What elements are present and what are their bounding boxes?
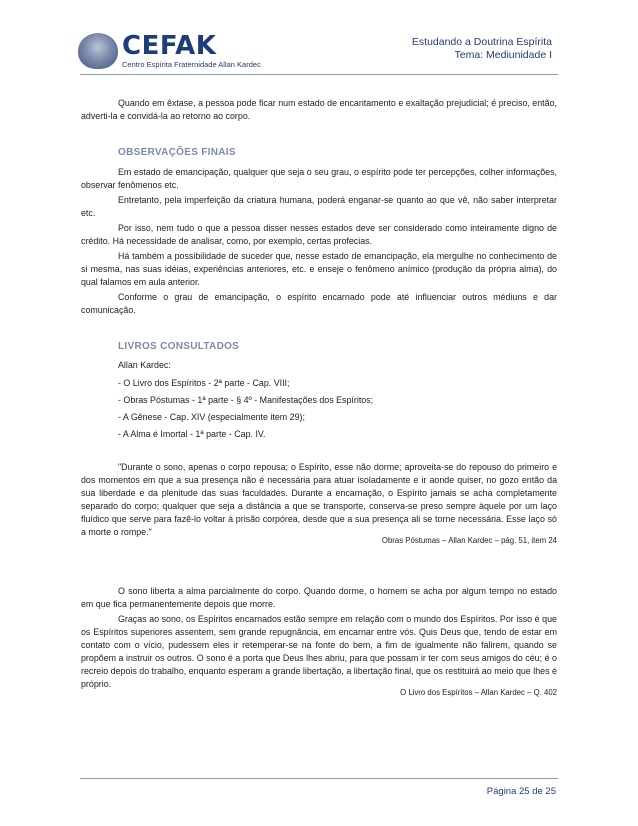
obs-paragraph-4: Há também a possibilidade de suceder que, nesse estado de emancipação, ela mergulhe no conhecimento de si mesma, nas suas idéias, experiências anteriores, etc. e enseje o fenômeno anímico (produção da própria alma), do qual falamos em aula anterior. <box>81 251 557 287</box>
intro-paragraph: Quando em êxtase, a pessoa pode ficar num estado de encantamento e exaltação prejudicial; é preciso, então, adverti-la e convidá-la ao retorno ao corpo. <box>81 98 557 121</box>
obs-paragraph-5: Conforme o grau de emancipação, o espírito encarnado pode até influenciar outros médiuns e dar comunicação. <box>81 292 557 315</box>
livro-item-4: - A Alma é Imortal - 1ª parte - Cap. IV. <box>118 429 266 439</box>
logo-portrait-icon <box>78 33 118 69</box>
obs-paragraph-2: Entretanto, pela imperfeição da criatura humana, poderá enganar-se quanto ao que vê, não saber interpretar etc. <box>81 195 557 218</box>
footer-rule <box>80 778 558 779</box>
logo-text: CEFAK <box>122 31 217 61</box>
obs-paragraph-1: Em estado de emancipação, qualquer que seja o seu grau, o espírito pode ter percepções, colher informações, observar fenômenos etc. <box>81 167 557 190</box>
livro-item-2: - Obras Póstumas - 1ª parte - § 4º - Manifestações dos Espíritos; <box>118 395 374 405</box>
quote-livro-espiritos-source: O Livro dos Espíritos – Allan Kardec – Q. 402 <box>400 688 557 697</box>
logo-subtitle: Centro Espírita Fraternidade Allan Kardec <box>122 60 261 69</box>
section-heading-livros: LIVROS CONSULTADOS <box>118 341 240 352</box>
quote-livro-espiritos-p1: O sono liberta a alma parcialmente do corpo. Quando dorme, o homem se acha por algum tempo no estado em que fica permanentemente depois que morre. <box>81 586 557 609</box>
header-line-2: Tema: Mediunidade I <box>454 49 552 61</box>
header-line-1: Estudando a Doutrina Espírita <box>411 36 552 48</box>
section-heading-observacoes: OBSERVAÇÕES FINAIS <box>118 147 236 158</box>
livros-author: Allan Kardec: <box>118 360 171 370</box>
quote-obras-postumas-source: Obras Póstumas – Allan Kardec – pág. 51, item 24 <box>381 536 557 545</box>
header-rule <box>80 74 558 75</box>
header-info <box>412 36 552 62</box>
livro-item-1: - O Livro dos Espíritos - 2ª parte - Cap. VIII; <box>118 378 290 388</box>
quote-obras-postumas: "Durante o sono, apenas o corpo repousa; o Espírito, esse não dorme; aproveita-se do repouso do primeiro e dos momentos em que a sua presença não é necessária para atuar isoladamente e ir aonde quiser, no gozo então da sua liberdade e da plenitude das suas faculdades. Durante a encarnação, o Espírito jamais se acha completamente separado do corpo; qualquer que seja a distância a que se transporte, conserva-se preso sempre àquele por um laço fluídico que serve para fazê-lo voltar à prisão corpórea, desde que a sua presença ali se torne necessária. Esse laço só a morte o rompe." <box>81 462 557 537</box>
livro-item-3: - A Gênese - Cap. XIV (especialmente item 29); <box>118 412 305 422</box>
obs-paragraph-3: Por isso, nem tudo o que a pessoa disser nesses estados deve ser considerado como inteiramente digno de crédito. Há necessidade de analisar, como, por exemplo, certas profecias. <box>81 223 557 246</box>
page-number: Página 25 de 25 <box>486 786 556 797</box>
quote-livro-espiritos-p2: Graças ao sono, os Espíritos encarnados estão sempre em relação com o mundo dos Espíritos. Por isso é que os Espíritos superiores assentem, sem grande repugnância, em encarnar entre vós. Quis Deus que, tendo de estar em contato com o vício, pudessem eles ir retemperar-se na fonte do bem, a fim de igualmente não falirem, quando se propõem a instruir os outros. O sono é a porta que Deus lhes abriu, para que possam ir ter com seus amigos do céu; é o recreio depois do trabalho, enquanto esperam a grande libertação, a libertação final, que os restituirá ao meio que lhes é próprio. <box>81 614 557 689</box>
